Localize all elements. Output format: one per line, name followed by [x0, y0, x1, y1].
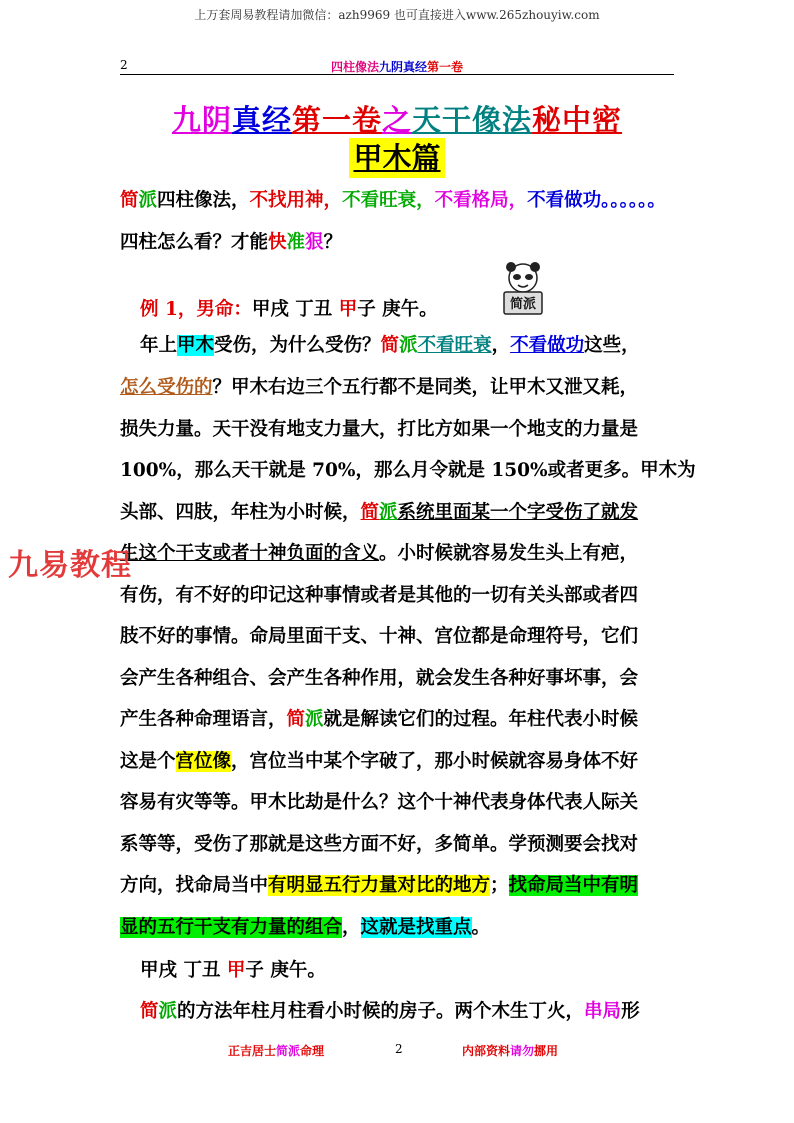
intro1-b: 派	[138, 190, 158, 211]
intro2-b: 快	[268, 232, 287, 253]
title-part-2: 真经	[231, 103, 292, 137]
header-page-number: 2	[120, 58, 128, 72]
example-repeat-p2: 甲	[226, 960, 246, 981]
page-header	[120, 58, 674, 75]
para-line-13: 系等等，受伤了那就是这些方面不好，多简单。学预测要会找对	[120, 834, 639, 855]
para-l1c: 受伤，为什么受伤？	[214, 335, 381, 356]
intro1-a: 简	[120, 190, 139, 211]
para-l14d: 找命局当中有明	[508, 875, 639, 896]
last-d: 串局	[584, 1001, 622, 1022]
title-part-4: 之	[382, 103, 413, 137]
para-line-5	[120, 495, 638, 531]
para-l1f: 不看旺衰	[417, 335, 492, 356]
document-title	[0, 98, 794, 139]
intro-line-1	[120, 183, 666, 219]
header-title-b: 九阴真经	[378, 60, 427, 74]
example-p3: 子 庚午。	[357, 299, 438, 320]
example-p1: 甲戌 丁丑	[251, 299, 339, 320]
para-l2b: ？甲木右边三个五行都不是同类，让甲木又泄又耗，	[212, 377, 639, 398]
panda-meme-icon	[498, 262, 548, 316]
top-banner: 上万套周易教程请加微信：azh9969 也可直接进入www.265zhouyiw.com	[194, 8, 600, 22]
footer-right	[462, 1042, 558, 1059]
intro2-c: 准	[286, 232, 306, 253]
intro1-e: 不看旺衰，	[342, 190, 435, 211]
intro-line-2	[120, 225, 342, 261]
para-line-6	[120, 536, 638, 572]
para-l1a: 年上	[140, 335, 178, 356]
para-l15d: 。	[471, 917, 491, 938]
para-l10a: 产生各种命理语言，	[120, 709, 287, 730]
example-label: 例 1，男命：	[140, 299, 252, 320]
footer-left-c: 命理	[300, 1044, 325, 1058]
title-part-1: 九阴	[171, 103, 232, 137]
para-line-11	[120, 744, 638, 780]
header-title	[120, 58, 674, 75]
footer-right-c: 挪用	[534, 1044, 559, 1058]
intro2-e: ？	[323, 232, 343, 253]
para-line-9: 会产生各种组合、会产生各种作用，就会发生各种好事坏事，会	[120, 668, 639, 689]
para-l1i: 这些，	[584, 335, 640, 356]
intro1-g: 不看做功。。。。。。	[527, 190, 666, 211]
para-l1b: 甲木	[177, 335, 215, 356]
example-repeat-p3: 子 庚午。	[245, 960, 326, 981]
title-part-6: 秘中密	[532, 103, 623, 137]
para-l10d: 就是解读它们的过程。年柱代表小时候	[323, 709, 639, 730]
last-b: 派	[158, 1001, 178, 1022]
intro2-d: 狠	[305, 232, 324, 253]
para-l15b: ，	[342, 917, 361, 938]
para-l1g: ，	[491, 335, 511, 356]
para-line-10	[120, 702, 638, 738]
intro2-a: 四柱怎么看？才能	[120, 232, 269, 253]
para-line-4: 100%，那么天干就是 70%，那么月令就是 150%或者更多。甲木为	[120, 460, 696, 481]
footer-left	[228, 1042, 324, 1059]
para-l1h: 不看做功	[510, 335, 585, 356]
last-e: 形	[621, 1001, 640, 1022]
footer-page-number: 2	[395, 1042, 403, 1056]
intro1-c: 四柱像法，	[157, 190, 250, 211]
para-line-1	[140, 328, 674, 364]
para-l10b: 简	[286, 709, 306, 730]
para-l5d: 系统里面某一个字受伤了就发	[397, 502, 639, 523]
intro1-f: 不看格局，	[434, 190, 528, 211]
para-line-14	[120, 868, 638, 904]
para-l1d: 简	[380, 335, 400, 356]
footer-left-b: 简派	[276, 1044, 301, 1058]
last-a: 简	[140, 1001, 159, 1022]
watermark-text: 九易教程	[8, 548, 132, 583]
para-line-15	[120, 910, 490, 946]
example-repeat-line	[140, 953, 326, 989]
document-subtitle	[0, 138, 794, 178]
footer-left-a: 正吉居士	[228, 1044, 277, 1058]
title-part-3: 第一卷	[291, 103, 382, 137]
para-l15c: 这就是找重点	[360, 917, 472, 938]
header-title-a: 四柱像法	[330, 60, 379, 74]
para-l2a: 怎么受伤的	[120, 377, 213, 398]
para-l1e: 派	[399, 335, 418, 356]
para-l14a: 方向，找命局当中	[120, 875, 269, 896]
para-l11c: ，宫位当中某个字破了，那小时候就容易身体不好	[231, 751, 639, 772]
para-l6a: 生这个干支或者十神负面的含义	[120, 543, 380, 564]
last-line	[140, 994, 640, 1030]
para-l14b: 有明显五行力量对比的地方	[268, 875, 491, 896]
para-l14c: ；	[490, 875, 509, 896]
footer-right-a: 内部资料	[462, 1044, 511, 1058]
title-part-5: 天干像法	[412, 103, 533, 137]
subtitle-text: 甲木篇	[349, 138, 444, 178]
para-l5a: 头部、四肢，年柱为小时候，	[120, 502, 361, 523]
example-repeat-p1: 甲戌 丁丑	[140, 960, 227, 981]
para-l5b: 简	[360, 502, 380, 523]
example-1-line	[140, 292, 438, 328]
header-title-c: 第一卷	[427, 60, 464, 74]
para-l11b: 宫位像	[175, 751, 232, 772]
para-l15a: 显的五行干支有力量的组合	[120, 917, 343, 938]
footer-right-b: 请勿	[510, 1044, 535, 1058]
para-line-7: 有伤，有不好的印记这种事情或者是其他的一切有关头部或者四	[120, 585, 639, 606]
last-c: 的方法年柱月柱看小时候的房子。两个木生丁火，	[177, 1001, 585, 1022]
para-l6b: 。小时候就容易发生头上有疤，	[379, 543, 639, 564]
example-p2: 甲	[338, 299, 358, 320]
para-line-3: 损失力量。天干没有地支力量大，打比方如果一个地支的力量是	[120, 419, 639, 440]
para-l11a: 这是个	[120, 751, 176, 772]
para-line-2	[120, 370, 638, 406]
para-l10c: 派	[305, 709, 324, 730]
para-line-12: 容易有灾等等。甲木比劫是什么？这个十神代表身体代表人际关	[120, 792, 639, 813]
para-l5c: 派	[379, 502, 398, 523]
panda-sign-text: 简派	[509, 297, 537, 312]
intro1-d: 不找用神，	[249, 190, 343, 211]
para-line-8: 肢不好的事情。命局里面干支、十神、宫位都是命理符号，它们	[120, 626, 639, 647]
